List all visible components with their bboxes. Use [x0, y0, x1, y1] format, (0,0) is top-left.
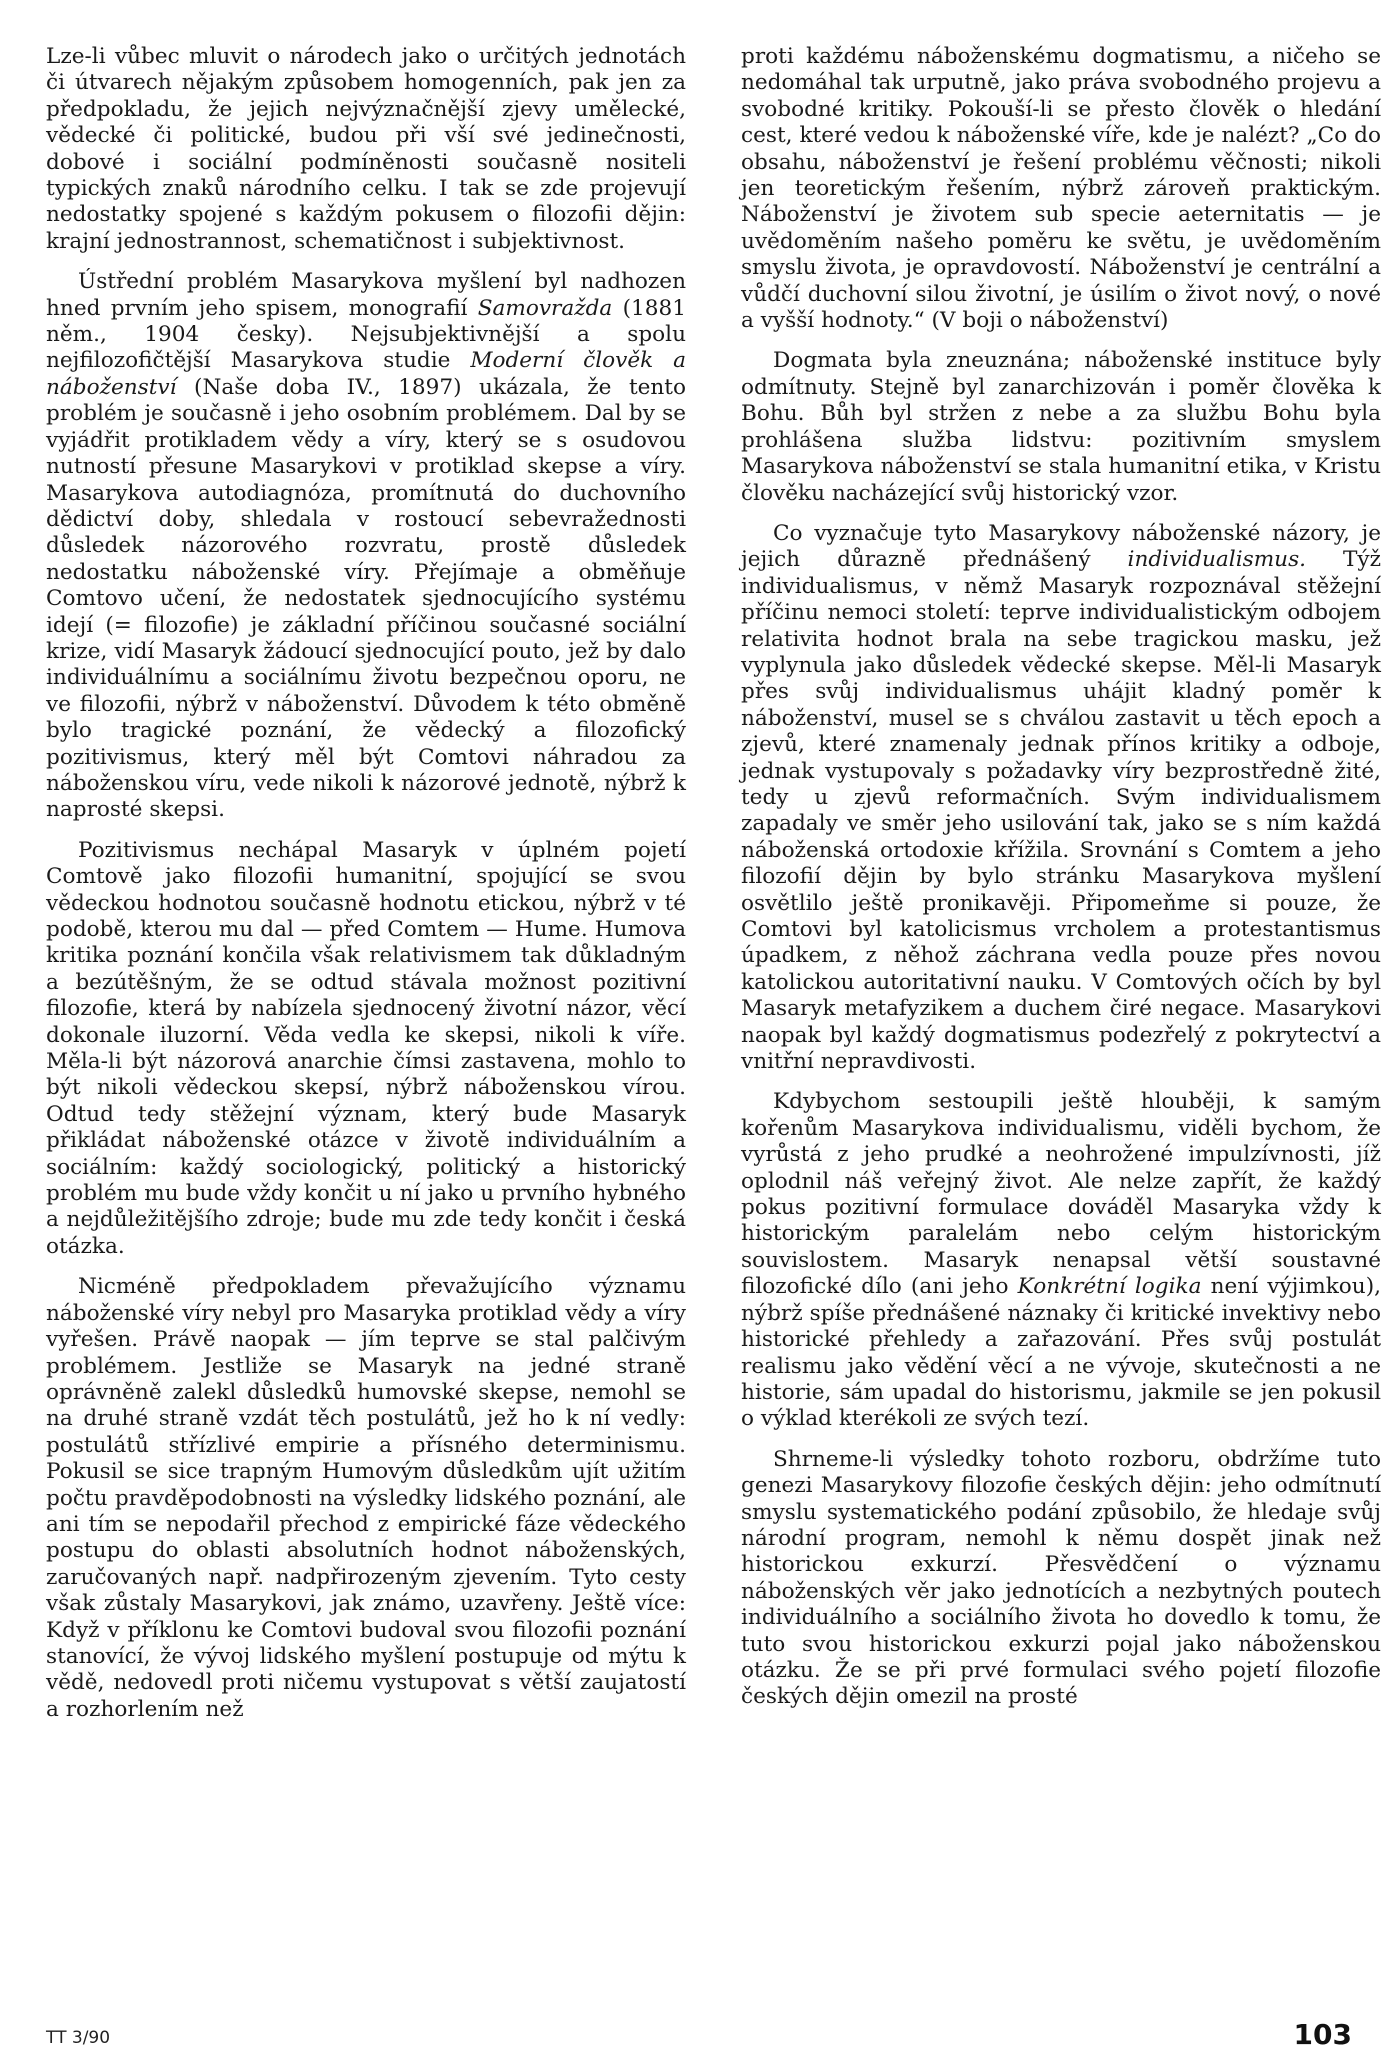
- right-column: [741, 44, 1381, 1725]
- text-run: Co vyznačuje tyto Masarykovy náboženské názory, je jejich důrazně přednášený: [741, 520, 1381, 573]
- text-run: Týž individualismus, v němž Masaryk rozpoznával stěžejní příčinu nemoci století: teprve individualistickým odbojem relativita hodnot brala na sebe tragickou masku, jež vyplynula jako důsledek vědecké skepse. Měl-li Masaryk přes svůj individualismus uhájit kladný poměr k náboženství, musel se s chválou zastavit u těch epoch a zjevů, které znamenaly jednak přínos kritiky a odboje, jednak vystupovaly s požadavky víry bezprostředně žité, tedy u zjevů reformačních. Svým individualismem zapadaly ve směr jeho usilování tak, jako se s ním každá náboženská ortodoxie křížila. Srovnání s Comtem a jeho filozofií dějin by bylo stránku Masarykova myšlení osvětlilo ještě pronikavěji. Připomeňme si pouze, že Comtovi byl katolicismus vrcholem a protestantismus úpadkem, z něhož záchrana vedla pouze přes novou katolickou autoritativní nauku. V Comtových očích by byl Masaryk metafyzikem a duchem čiré negace. Masarykovi naopak byl každý dogmatismus podezřelý z pokrytectví a vnitřní nepravdivosti.: [741, 547, 1382, 1075]
- text-run: (Naše doba IV., 1897) ukázala, že tento problém je současně i jeho osobním problémem. Dal by se vyjádřit protikladem vědy a víry, který se s osudovou nutností přesune Masarykovi v protiklad skepse a víry. Masarykova autodiagnóza, promítnutá do duchovního dědictví doby, shledala v rostoucí sebevražednosti důsledek názorového rozvratu, prostě důsledek nedostatku náboženské víry. Přejímaje a obměňuje Comtovo učení, že nedostatek sjednocujícího systému idejí (= filozofie) je základní příčinou současné sociální krize, vidí Masaryk žádoucí sjednocující pouto, jež by dalo individuálnímu a sociálnímu životu bezpečnou oporu, ne ve filozofii, nýbrž v náboženství. Důvodem k této obměně bylo tragické poznání, že vědecký a filozofický pozitivismus, který měl být Comtovi náhradou za náboženskou víru, vede nikoli k názorové jednotě, nýbrž k naprosté skepsi.: [46, 374, 686, 823]
- page-number: 103: [1293, 2018, 1352, 2051]
- paragraph: Pozitivismus nechápal Masaryk v úplném pojetí Comtově jako filozofii humanitní, spojující se svou vědeckou hodnotou současně hodnotu etickou, nýbrž v té podobě, kterou mu dal — před Comtem — Hume. Humova kritika poznání končila však relativismem tak důkladným a bezútěšným, že se odtud stávala možnost pozitivní filozofie, která by nabízela sjednocený životní názor, věcí dokonale iluzorní. Věda vedla ke skepsi, nikoli k víře. Měla-li být názorová anarchie čímsi zastavena, mohlo to být nikoli vědeckou skepsí, nýbrž náboženskou vírou. Odtud tedy stěžejní význam, který bude Masaryk přikládat náboženské otázce v životě individuálním a sociálním: každý sociologický, politický a historický problém mu bude vždy končit u ní jako u prvního hybného a nejdůležitějšího zdroje; bude mu zde tedy končit i česká otázka.: [46, 837, 686, 1259]
- text-run: Kdybychom sestoupili ještě hlouběji, k samým kořenům Masarykova individualismu, viděli bychom, že vyrůstá z jeho prudké a neohrožené impulzívnosti, jíž oplodnil náš veřejný život. Ale nelze zapřít, že každý pokus pozitivní formulace dováděl Masaryka vždy k historickým paralelám nebo celým historickým souvislostem. Masaryk nenapsal větší soustavné filozofické dílo (ani jeho: [741, 1089, 1381, 1300]
- italic-title: Samovražda: [477, 295, 613, 321]
- italic-term: individualismus.: [1127, 547, 1307, 573]
- paragraph: [741, 1089, 1381, 1432]
- paragraph: Nicméně předpokladem převažujícího významu náboženské víry nebyl pro Masaryka protiklad vědy a víry vyřešen. Právě naopak — jím teprve se stal palčivým problémem. Jestliže se Masaryk na jedné straně oprávněně zalekl důsledků humovské skepse, nemohl se na druhé straně vzdát těch postulátů, jež ho k ní vedly: postulátů střízlivé empirie a přísného determinismu. Pokusil se sice trapným Humovým důsledkům ujít užitím počtu pravděpodobnosti na výsledky lidského poznání, ale ani tím se nepodařil přechod z empirické fáze vědeckého postupu do oblasti absolutních hodnot náboženských, zaručovaných např. nadpřirozeným zjevením. Tyto cesty však zůstaly Masarykovi, jak známo, uzavřeny. Ještě více: Když v příklonu ke Comtovi budoval svou filozofii poznání stanovící, že vývoj lidského myšlení postupuje od mýtu k vědě, nedovedl proti ničemu vystupovat s větší zaujatostí a rozhorlením než: [46, 1274, 686, 1722]
- paragraph: Shrneme-li výsledky tohoto rozboru, obdržíme tuto genezi Masarykovy filozofie českých dějin: jeho odmítnutí smyslu systematického podání způsobilo, že hledaje svůj národní program, nemohl k němu dospět jinak než historickou exkurzí. Přesvědčení o významu náboženských věr jako jednotících a nezbytných poutech individuálního a sociálního života ho dovedlo k tomu, že tuto svou historickou exkurzi pojal jako náboženskou otázku. Že se při prvé formulaci svého pojetí filozofie českých dějin omezil na prosté: [741, 1446, 1381, 1710]
- paragraph: [741, 521, 1381, 1076]
- paragraph: proti každému náboženskému dogmatismu, a ničeho se nedomáhal tak urputně, jako práva svobodného projevu a svobodné kritiky. Pokouší-li se přesto člověk o hledání cest, které vedou k náboženské víře, kde je nalézt? „Co do obsahu, náboženství je řešení problému věčnosti; nikoli jen teoretickým řešením, nýbrž zároveň praktickým. Náboženství je životem sub specie aeternitatis — je uvědoměním našeho poměru ke světu, je uvědoměním smyslu života, je opravdovostí. Náboženství je centrální a vůdčí duchovní silou životní, je úsilím o život nový, o nové a vyšší hodnoty.“ (V boji o náboženství): [741, 44, 1381, 334]
- text-run: (1881 něm., 1904 česky). Nejsubjektivnější a spolu nejfilozofičtější Masarykova studie: [46, 295, 686, 374]
- text-run: není výjimkou), nýbrž spíše přednášené náznaky či kritické invektivy nebo historické přehledy a zařazování. Přes svůj postulát realismu jako vědění věcí a ne vývoje, skutečnosti a ne historie, sám upadal do historismu, jakmile se jen pokusil o výklad kterékoli ze svých tezí.: [741, 1274, 1381, 1432]
- text-run: Ústřední problém Masarykova myšlení byl nadhozen hned prvním jeho spisem, monografií: [46, 269, 686, 321]
- paragraph: Lze-li vůbec mluvit o národech jako o určitých jednotách či útvarech nějakým způsobem homogenních, pak jen za předpokladu, že jejich nejvýznačnější zjevy umělecké, vědecké či politické, budou při vší své jedinečnosti, dobové i sociální podmíněnosti současně nositeli typických znaků národního celku. I tak se zde projevují nedostatky spojené s každým pokusem o filozofii dějin: krajní jednostrannost, schematičnost i subjektivnost.: [46, 44, 686, 254]
- italic-title: Moderní člověk a náboženství: [46, 348, 686, 400]
- paragraph: [46, 269, 686, 824]
- italic-title: Konkrétní logika: [1017, 1274, 1202, 1300]
- paragraph: Dogmata byla zneuznána; náboženské instituce byly odmítnuty. Stejně byl zanarchizován i poměr člověka k Bohu. Bůh byl stržen z nebe a za službu Bohu byla prohlášena služba lidstvu: pozitivním smyslem Masarykova náboženství se stala humanitní etika, v Kristu člověku nacházející svůj historický vzor.: [741, 348, 1381, 506]
- left-column: [46, 44, 686, 1737]
- issue-label: TT 3/90: [46, 2028, 111, 2048]
